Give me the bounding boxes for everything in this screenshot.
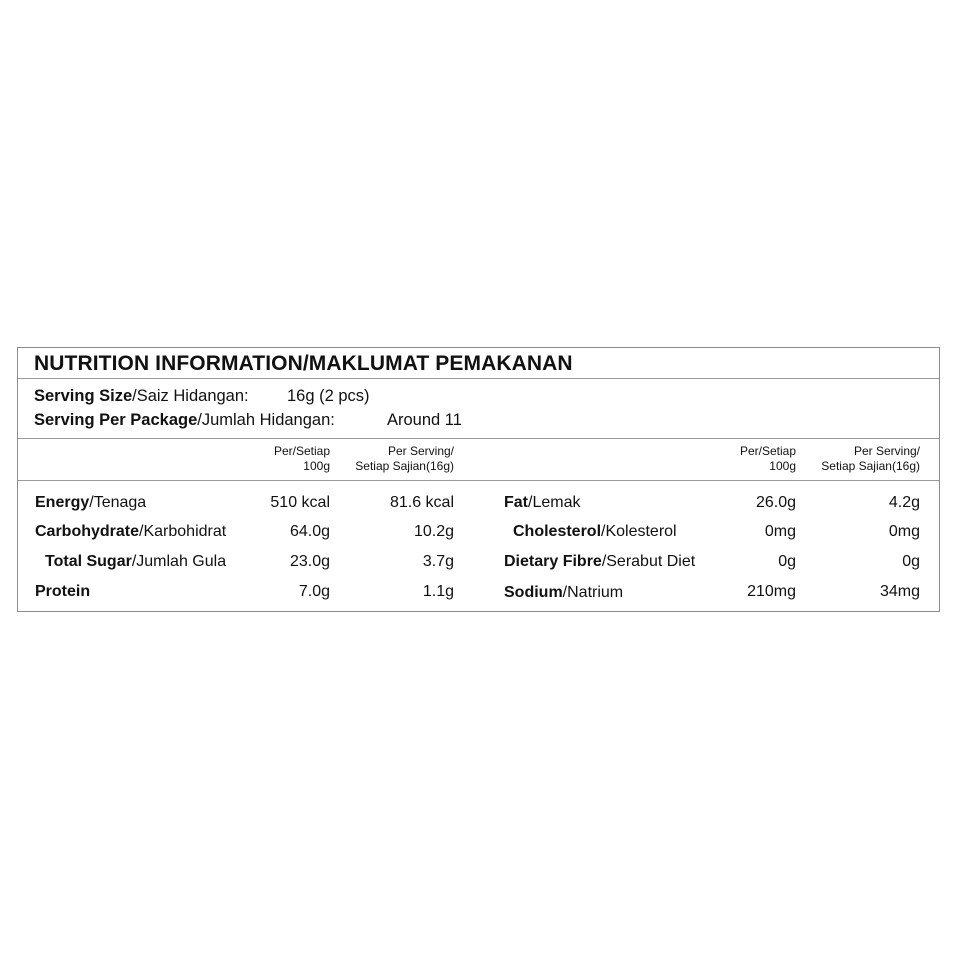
serving-size-value: 16g (2 pcs) [287, 387, 370, 405]
col-header-per100-left: Per/Setiap 100g [273, 444, 330, 473]
nutrient-label-carbohydrate: Carbohydrate/Karbohidrat [35, 523, 227, 540]
divider-serving [18, 438, 939, 439]
serving-size-label: Serving Size/Saiz Hidangan: [34, 387, 249, 405]
col-header-perserving-left: Per Serving/ Setiap Sajian(16g) [355, 444, 454, 473]
cholesterol-per100: 0mg [764, 523, 796, 540]
carbohydrate-per100: 64.0g [289, 523, 330, 540]
carbohydrate-perserving: 10.2g [413, 523, 454, 540]
serving-per-package-value: Around 11 [387, 411, 462, 429]
divider-title [18, 378, 939, 379]
col-header-perserving-right: Per Serving/ Setiap Sajian(16g) [821, 444, 920, 473]
energy-per100: 510 kcal [270, 494, 330, 511]
total-sugar-per100: 23.0g [289, 553, 330, 570]
protein-perserving: 1.1g [422, 583, 454, 600]
serving-per-package-label: Serving Per Package/Jumlah Hidangan: [34, 411, 335, 429]
nutrient-label-protein: Protein [35, 583, 91, 600]
fat-perserving: 4.2g [888, 494, 920, 511]
nutrition-panel [17, 347, 940, 612]
sodium-perserving: 34mg [879, 583, 920, 600]
total-sugar-perserving: 3.7g [422, 553, 454, 570]
dietary-fibre-perserving: 0g [902, 553, 920, 570]
nutrient-label-dietary-fibre: Dietary Fibre/Serabut Diet [504, 553, 696, 570]
fat-per100: 26.0g [755, 494, 796, 511]
energy-perserving: 81.6 kcal [389, 494, 454, 511]
nutrient-label-energy: Energy/Tenaga [35, 494, 147, 511]
dietary-fibre-per100: 0g [778, 553, 796, 570]
cholesterol-perserving: 0mg [888, 523, 920, 540]
sodium-per100: 210mg [747, 583, 796, 600]
col-header-per100-right: Per/Setiap 100g [739, 444, 796, 473]
nutrient-label-fat: Fat/Lemak [504, 494, 581, 511]
nutrient-label-cholesterol: Cholesterol/Kolesterol [513, 523, 677, 540]
nutrient-label-sodium: Sodium/Natrium [504, 584, 624, 601]
panel-title: NUTRITION INFORMATION/MAKLUMAT PEMAKANAN [34, 352, 573, 375]
divider-header [18, 480, 939, 481]
nutrient-label-total-sugar: Total Sugar/Jumlah Gula [45, 553, 227, 570]
protein-per100: 7.0g [298, 583, 330, 600]
